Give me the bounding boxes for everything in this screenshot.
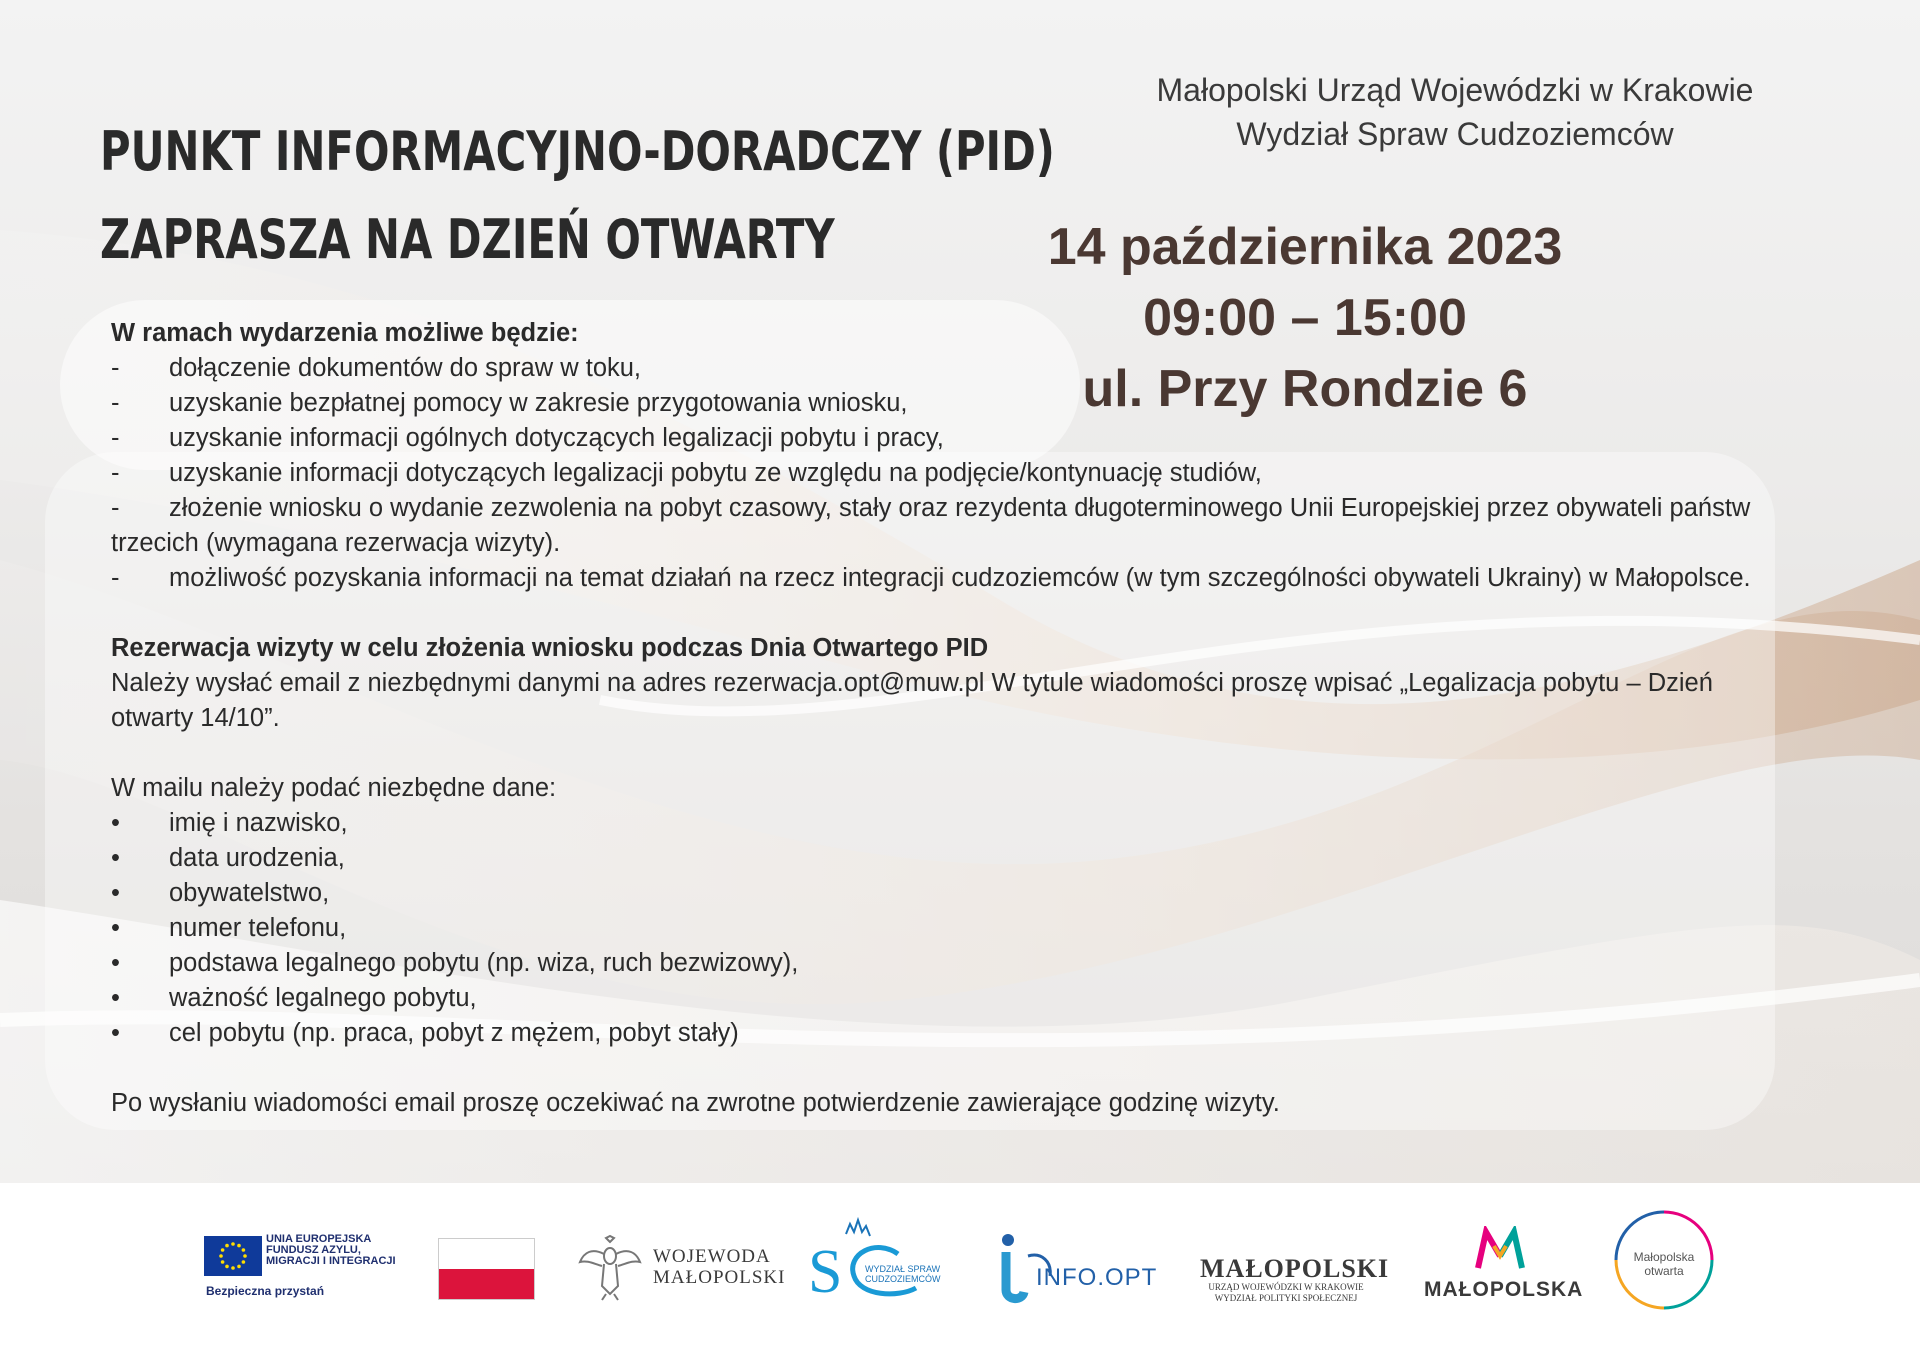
list-item bbox=[111, 351, 1751, 386]
bullet-marker: • bbox=[111, 809, 120, 837]
list-item-text: ważność legalnego pobytu, bbox=[169, 984, 477, 1012]
eu-fund-label bbox=[266, 1234, 396, 1267]
eu-line-1: UNIA EUROPEJSKA bbox=[266, 1233, 372, 1245]
dash-marker: - bbox=[111, 494, 120, 522]
bullet-marker: • bbox=[111, 984, 120, 1012]
list-item-text: uzyskanie informacji dotyczących legalizacji pobytu ze względu na podjęcie/kontynuację studiów, bbox=[169, 459, 1262, 487]
page-title bbox=[100, 108, 1055, 284]
event-date: 14 października 2023 bbox=[1047, 218, 1563, 276]
list-item bbox=[111, 911, 1751, 946]
list-item bbox=[111, 386, 1751, 421]
dash-marker: - bbox=[111, 564, 120, 592]
organization-name bbox=[1100, 68, 1810, 156]
closing-note: Po wysłaniu wiadomości email proszę oczekiwać na zwrotne potwierdzenie zawierające godzinę wizyty. bbox=[111, 1089, 1280, 1117]
list-item bbox=[111, 876, 1751, 911]
dash-marker: - bbox=[111, 424, 120, 452]
event-address: ul. Przy Rondzie 6 bbox=[1082, 360, 1528, 418]
list-item bbox=[111, 806, 1751, 841]
list-item-text: podstawa legalnego pobytu (np. wiza, ruch bezwizowy), bbox=[169, 949, 799, 977]
list-item-text: data urodzenia, bbox=[169, 844, 345, 872]
dash-marker: - bbox=[111, 389, 120, 417]
bullet-marker: • bbox=[111, 879, 120, 907]
reservation-text: Należy wysłać email z niezbędnymi danymi na adres rezerwacja.opt@muw.pl W tytule wiadomości proszę wpisać „Legalizacja pobytu – Dzień otwarty 14/10”. bbox=[111, 669, 1713, 732]
malopolska-m-icon bbox=[1474, 1226, 1526, 1272]
wsc-label bbox=[865, 1264, 941, 1284]
malopolski-sub-line-2: WYDZIAŁ POLITYKI SPOŁECZNEJ bbox=[1214, 1293, 1358, 1303]
dash-marker: - bbox=[111, 354, 120, 382]
list-item bbox=[111, 561, 1751, 596]
list-item bbox=[111, 421, 1751, 456]
list-item bbox=[111, 1016, 1751, 1051]
list-item bbox=[111, 841, 1751, 876]
list-item-text: uzyskanie informacji ogólnych dotyczących legalizacji pobytu i pracy, bbox=[169, 424, 944, 452]
wsc-line-2: CUDZOZIEMCÓW bbox=[865, 1274, 941, 1284]
title-line-1: PUNKT INFORMACYJNO-DORADCZY (PID) bbox=[100, 120, 1055, 183]
eu-flag-logo bbox=[204, 1236, 262, 1276]
malopolski-label: MAŁOPOLSKI bbox=[1200, 1254, 1390, 1283]
svg-text:S: S bbox=[808, 1238, 843, 1306]
main-content bbox=[111, 316, 1751, 1121]
wojewoda-label bbox=[653, 1246, 785, 1288]
malopolski-sub-line-1: URZĄD WOJEWÓDZKI W KRAKOWIE bbox=[1208, 1282, 1364, 1292]
eu-subtitle: Bezpieczna przystań bbox=[206, 1284, 325, 1298]
dash-marker: - bbox=[111, 459, 120, 487]
list-item bbox=[111, 946, 1751, 981]
title-line-2: ZAPRASZA NA DZIEŃ OTWARTY bbox=[100, 208, 835, 271]
bullet-marker: • bbox=[111, 1019, 120, 1047]
list-item bbox=[111, 491, 1751, 561]
info-opt-label: INFO.OPT bbox=[1036, 1264, 1158, 1291]
organization-line-2: Wydział Spraw Cudzoziemców bbox=[1236, 116, 1674, 152]
bullet-marker: • bbox=[111, 914, 120, 942]
otwarta-line-2: otwarta bbox=[1644, 1264, 1684, 1278]
polish-flag-logo bbox=[438, 1238, 535, 1300]
section-heading-options: W ramach wydarzenia możliwe będzie: bbox=[111, 319, 579, 347]
event-time: 09:00 – 15:00 bbox=[1143, 289, 1467, 347]
options-list bbox=[111, 351, 1751, 596]
list-item-text: obywatelstwo, bbox=[169, 879, 330, 907]
bullet-marker: • bbox=[111, 949, 120, 977]
list-item-text: numer telefonu, bbox=[169, 914, 347, 942]
wojewoda-line-2: MAŁOPOLSKI bbox=[653, 1267, 786, 1288]
otwarta-line-1: Małopolska bbox=[1633, 1250, 1695, 1264]
list-item-text: dołączenie dokumentów do spraw w toku, bbox=[169, 354, 642, 382]
organization-line-1: Małopolski Urząd Wojewódzki w Krakowie bbox=[1156, 72, 1754, 108]
required-data-list bbox=[111, 806, 1751, 1051]
wsc-line-1: WYDZIAŁ SPRAW bbox=[865, 1264, 941, 1274]
eu-line-3: MIGRACJI I INTEGRACJI bbox=[266, 1255, 396, 1267]
malopolska-otwarta-label bbox=[1624, 1250, 1704, 1278]
list-item-text: możliwość pozyskania informacji na temat działań na rzecz integracji cudzoziemców (w tym szczególności obywateli Ukrainy) w Małopolsce. bbox=[169, 564, 1751, 592]
list-item-text: imię i nazwisko, bbox=[169, 809, 348, 837]
malopolski-sublabel bbox=[1201, 1282, 1371, 1304]
bullet-marker: • bbox=[111, 844, 120, 872]
eu-line-2: FUNDUSZ AZYLU, bbox=[266, 1244, 361, 1256]
malopolska-label: MAŁOPOLSKA bbox=[1424, 1278, 1584, 1301]
wsc-logo-icon bbox=[806, 1214, 956, 1306]
list-item bbox=[111, 981, 1751, 1016]
section-heading-reservation: Rezerwacja wizyty w celu złożenia wniosku podczas Dnia Otwartego PID bbox=[111, 634, 989, 662]
list-item-text: złożenie wniosku o wydanie zezwolenia na pobyt czasowy, stały oraz rezydenta długoterminowego Unii Europejskiej przez obywateli państw trzecich (wymagana rezerwacja wizyty). bbox=[111, 494, 1751, 557]
list-item-text: uzyskanie bezpłatnej pomocy w zakresie przygotowania wniosku, bbox=[169, 389, 908, 417]
eagle-emblem-icon bbox=[578, 1234, 642, 1302]
eu-stars-icon bbox=[204, 1236, 262, 1276]
list-item-text: cel pobytu (np. praca, pobyt z mężem, pobyt stały) bbox=[169, 1019, 739, 1047]
wojewoda-line-1: WOJEWODA bbox=[653, 1246, 771, 1267]
list-item bbox=[111, 456, 1751, 491]
section-heading-required-data: W mailu należy podać niezbędne dane: bbox=[111, 774, 557, 802]
